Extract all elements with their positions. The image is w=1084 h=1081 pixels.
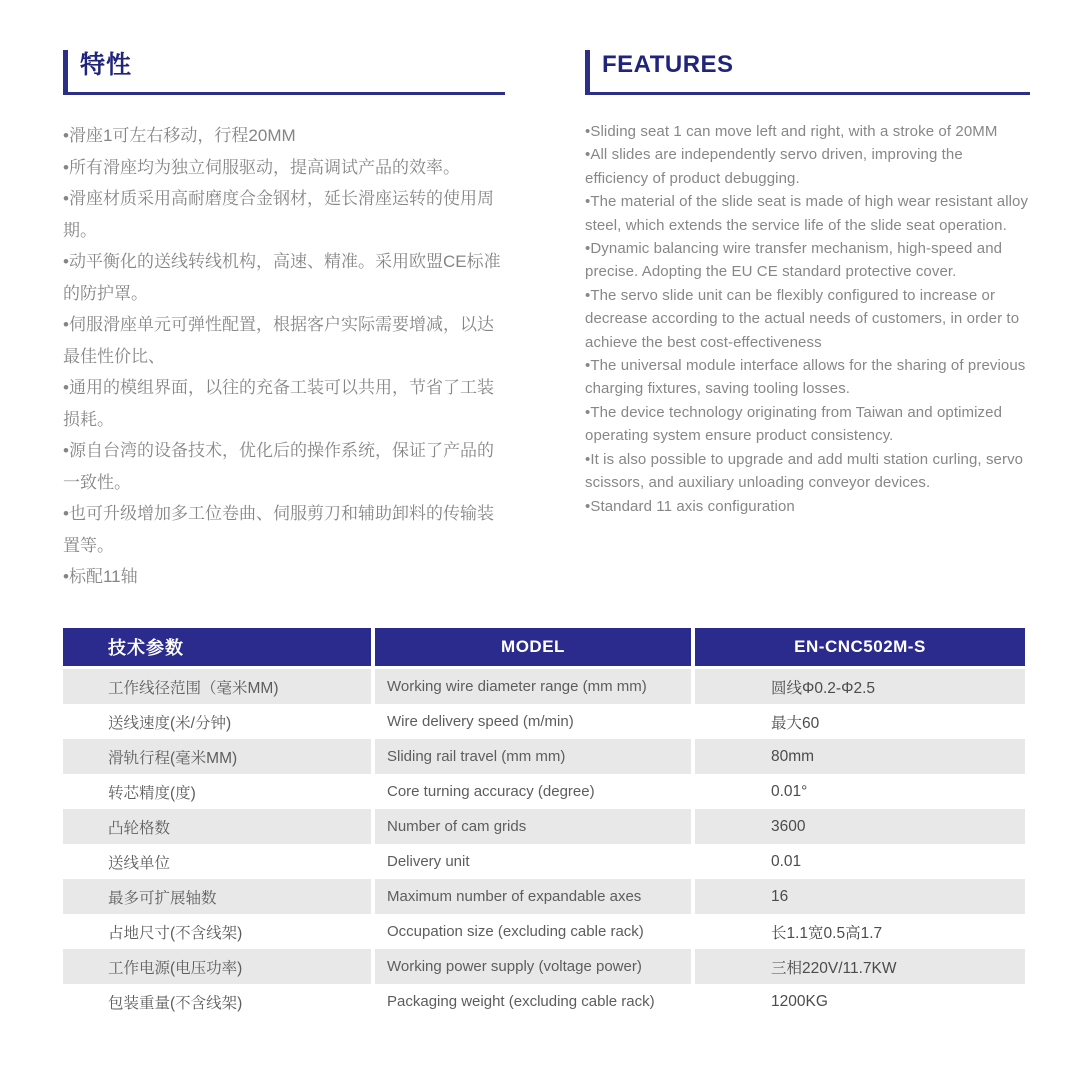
cell-value: 最大60 — [771, 714, 820, 732]
cell-value: 1200KG — [771, 992, 828, 1010]
table-row — [63, 844, 1025, 879]
section-heading-en — [585, 50, 1030, 95]
table-row — [63, 669, 1025, 704]
table-row — [63, 914, 1025, 949]
features-section-en — [585, 50, 1030, 518]
cell-param-cn: 送线速度(米/分钟) — [108, 714, 232, 732]
cell-value: 0.01 — [771, 852, 802, 870]
cell-value: 0.01° — [771, 782, 808, 800]
feature-bullet: •Dynamic balancing wire transfer mechanism, high-speed and precise. Adopting the EU CE standard protective cover. — [585, 240, 1003, 281]
feature-bullet: •The device technology originating from Taiwan and optimized operating system ensure product consistency. — [585, 403, 1003, 445]
cell-param-en: Delivery unit — [387, 853, 470, 870]
cell-param-en: Wire delivery speed (m/min) — [387, 713, 574, 730]
feature-bullet: •The material of the slide seat is made of high wear resistant alloy steel, which extends the service life of the slide seat operation. — [585, 193, 1029, 234]
feature-bullet: •滑座1可左右移动，行程20MM — [63, 126, 296, 145]
feature-bullet: •Standard 11 axis configuration — [585, 497, 795, 515]
cell-param-cn: 工作线径范围（毫米MM) — [63, 669, 371, 704]
cell-param-en: Sliding rail travel (mm mm) — [375, 739, 691, 774]
features-section-cn — [63, 50, 505, 593]
cell-param-en: Packaging weight (excluding cable rack) — [387, 993, 655, 1010]
cell-param-cn: 送线单位 — [108, 854, 171, 872]
spec-table — [63, 628, 1025, 1019]
table-row — [63, 809, 1025, 844]
cell-param-cn: 工作电源(电压功率) — [63, 949, 371, 984]
cell-param-cn: 转芯精度(度) — [108, 784, 196, 802]
cell-param-cn: 凸轮格数 — [63, 809, 371, 844]
cell-param-cn: 滑轨行程(毫米MM) — [63, 739, 371, 774]
section-title-en: FEATURES — [602, 51, 734, 78]
cell-value: 长1.1宽0.5高1.7 — [771, 924, 883, 942]
cell-value: 3600 — [695, 809, 1025, 844]
feature-bullet: •也可升级增加多工位卷曲、伺服剪刀和辅助卸料的传输装置等。 — [63, 504, 494, 555]
cell-param-cn: 占地尺寸(不含线架) — [108, 924, 243, 942]
cell-param-cn: 包装重量(不含线架) — [108, 994, 243, 1012]
feature-bullet: •The servo slide unit can be flexibly configured to increase or decrease according to the actual needs of customers, in order to achieve the best cost-effectiveness — [585, 286, 1020, 351]
cell-value: 三相220V/11.7KW — [695, 949, 1025, 984]
feature-bullet: •源自台湾的设备技术，优化后的操作系统，保证了产品的一致性。 — [63, 441, 494, 492]
table-row — [63, 704, 1025, 739]
feature-bullet: •All slides are independently servo driven, improving the efficiency of product debugging. — [585, 146, 963, 187]
feature-bullet: •动平衡化的送线转线机构，高速、精准。采用欧盟CE标准的防护罩。 — [63, 252, 501, 303]
feature-bullet: •Sliding seat 1 can move left and right, with a stroke of 20MM — [585, 123, 998, 140]
cell-value: 16 — [695, 879, 1025, 914]
table-row — [63, 984, 1025, 1019]
cell-param-en: Working power supply (voltage power) — [375, 949, 691, 984]
cell-param-cn: 最多可扩展轴数 — [63, 879, 371, 914]
cell-value: 80mm — [695, 739, 1025, 774]
table-row — [63, 774, 1025, 809]
cell-value: 圆线Φ0.2-Φ2.5 — [695, 669, 1025, 704]
feature-bullet: •伺服滑座单元可弹性配置，根据客户实际需要增减，以达最佳性价比、 — [63, 315, 494, 366]
feature-bullet: •标配11轴 — [63, 567, 138, 586]
cell-param-en: Number of cam grids — [375, 809, 691, 844]
cell-param-en: Working wire diameter range (mm mm) — [375, 669, 691, 704]
header-cell-model: MODEL — [375, 628, 691, 666]
cell-param-en: Core turning accuracy (degree) — [387, 783, 595, 800]
header-cell-params-cn: 技术参数 — [63, 628, 371, 666]
table-row — [63, 879, 1025, 914]
section-title-cn: 特性 — [80, 51, 133, 79]
feature-bullet: •The universal module interface allows for the sharing of previous charging fixtures, saving tooling losses. — [585, 357, 1026, 398]
feature-bullet: •通用的模组界面，以往的充备工装可以共用，节省了工装损耗。 — [63, 378, 494, 429]
feature-list-cn — [63, 120, 505, 593]
section-heading-cn — [63, 50, 505, 95]
feature-bullet: •所有滑座均为独立伺服驱动，提高调试产品的效率。 — [63, 157, 460, 177]
cell-param-en: Maximum number of expandable axes — [375, 879, 691, 914]
feature-list-en — [585, 120, 1030, 518]
feature-bullet: •滑座材质采用高耐磨度合金钢材，延长滑座运转的使用周期。 — [63, 189, 494, 240]
table-header-row — [63, 628, 1025, 666]
table-row — [63, 949, 1025, 984]
table-row — [63, 739, 1025, 774]
cell-param-en: Occupation size (excluding cable rack) — [387, 923, 644, 940]
feature-bullet: •It is also possible to upgrade and add multi station curling, servo scissors, and auxiliary unloading conveyor devices. — [585, 450, 1024, 492]
header-cell-model-number: EN-CNC502M-S — [695, 628, 1025, 666]
